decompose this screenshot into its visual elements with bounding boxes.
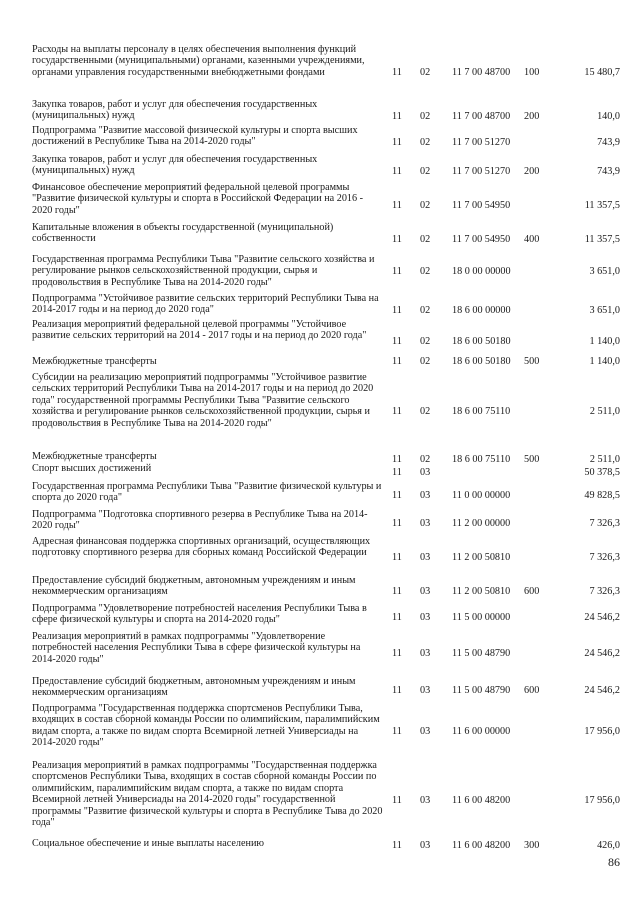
target-article-code: 11 7 00 48700 [452, 111, 511, 122]
subsection-code: 03 [420, 685, 431, 696]
expense-type-code: 500 [524, 356, 540, 367]
subsection-code: 02 [420, 67, 431, 78]
row-description: Подпрограмма "Устойчивое развитие сельских территорий Республики Тыва на 2014-2017 годы и на период до 2020 года" [32, 293, 379, 316]
amount: 24 546,2 [584, 648, 620, 659]
subsection-code: 03 [420, 586, 431, 597]
target-article-code: 11 7 00 54950 [452, 234, 511, 245]
subsection-code: 03 [420, 612, 431, 623]
section-code: 11 [392, 518, 402, 529]
target-article-code: 11 0 00 00000 [452, 490, 511, 501]
amount: 17 956,0 [584, 795, 620, 806]
target-article-code: 18 6 00 00000 [452, 305, 511, 316]
subsection-code: 02 [420, 454, 431, 465]
expense-type-code: 200 [524, 111, 540, 122]
section-code: 11 [392, 685, 402, 696]
subsection-code: 02 [420, 336, 431, 347]
row-description: Реализация мероприятий в рамках подпрограммы "Государственная поддержка спортсменов Республики Тыва, входящих в состав сборной команды России по олимпийским, паралимпийским видам спорта, а также по видам спорта Всемирной летней Универсиады на 2014-2020 годы" государственной программы "Развитие физической культуры и спорта в Республике Тыва до 2020 года" [32, 760, 383, 829]
target-article-code: 18 6 00 50180 [452, 336, 511, 347]
section-code: 11 [392, 795, 402, 806]
section-code: 11 [392, 612, 402, 623]
amount: 15 480,7 [584, 67, 620, 78]
subsection-code: 02 [420, 356, 431, 367]
row-description: Реализация мероприятий федеральной целевой программы "Устойчивое развитие сельских территорий на 2014 - 2017 годы и на период до 2020 года" [32, 319, 367, 342]
target-article-code: 18 0 00 00000 [452, 266, 511, 277]
target-article-code: 11 7 00 54950 [452, 200, 511, 211]
row-description: Подпрограмма "Развитие массовой физической культуры и спорта высших достижений в Республике Тыва на 2014-2020 годы" [32, 125, 358, 148]
section-code: 11 [392, 67, 402, 78]
row-description: Предоставление субсидий бюджетным, автономным учреждениям и иным некоммерческим организациям [32, 676, 356, 699]
section-code: 11 [392, 552, 402, 563]
section-code: 11 [392, 454, 402, 465]
row-description: Подпрограмма "Государственная поддержка спортсменов Республики Тыва, входящих в состав сборной команды России по олимпийским, паралимпийским видам спорта, а также по видам спорта Всемирной летней Универсиады на 2014-2020 годы" [32, 703, 380, 749]
row-description: Субсидии на реализацию мероприятий подпрограммы "Устойчивое развитие сельских территорий Республики Тыва на 2014-2017 годы и на период до 2020 года" государственной программы Республики Тыва "Развитие сельского хозяйства и регулирование рынков сельскохозяйственной продукции, сырья и продовольствия в Республике Тыва на 2014-2020 годы" [32, 372, 374, 429]
section-code: 11 [392, 726, 402, 737]
row-description: Капитальные вложения в объекты государственной (муниципальной) собственности [32, 222, 334, 245]
target-article-code: 18 6 00 50180 [452, 356, 511, 367]
amount: 743,9 [597, 166, 620, 177]
subsection-code: 03 [420, 648, 431, 659]
amount: 7 326,3 [589, 518, 620, 529]
expense-type-code: 600 [524, 685, 540, 696]
target-article-code: 11 7 00 51270 [452, 137, 511, 148]
target-article-code: 11 2 00 50810 [452, 586, 511, 597]
subsection-code: 02 [420, 234, 431, 245]
target-article-code: 11 2 00 00000 [452, 518, 511, 529]
subsection-code: 03 [420, 795, 431, 806]
row-description: Межбюджетные трансферты [32, 356, 157, 367]
row-description: Адресная финансовая поддержка спортивных организаций, осуществляющих подготовку спортивного резерва для сборных команд Российской Федерации [32, 536, 371, 559]
target-article-code: 11 6 00 00000 [452, 726, 511, 737]
subsection-code: 02 [420, 305, 431, 316]
amount: 426,0 [597, 840, 620, 851]
row-description: Спорт высших достижений [32, 463, 152, 474]
subsection-code: 03 [420, 490, 431, 501]
amount: 24 546,2 [584, 612, 620, 623]
row-description: Социальное обеспечение и иные выплаты населению [32, 838, 265, 849]
subsection-code: 03 [420, 552, 431, 563]
target-article-code: 11 6 00 48200 [452, 795, 511, 806]
amount: 140,0 [597, 111, 620, 122]
amount: 11 357,5 [584, 200, 620, 211]
section-code: 11 [392, 166, 402, 177]
amount: 2 511,0 [589, 454, 620, 465]
section-code: 11 [392, 356, 402, 367]
section-code: 11 [392, 648, 402, 659]
amount: 7 326,3 [589, 552, 620, 563]
section-code: 11 [392, 840, 402, 851]
row-description: Межбюджетные трансферты [32, 451, 157, 462]
subsection-code: 02 [420, 137, 431, 148]
amount: 11 357,5 [584, 234, 620, 245]
section-code: 11 [392, 467, 402, 478]
row-description: Предоставление субсидий бюджетным, автономным учреждениям и иным некоммерческим организациям [32, 575, 356, 598]
expense-type-code: 200 [524, 166, 540, 177]
amount: 3 651,0 [589, 266, 620, 277]
row-description: Закупка товаров, работ и услуг для обеспечения государственных (муниципальных) нужд [32, 154, 318, 177]
subsection-code: 02 [420, 266, 431, 277]
amount: 1 140,0 [589, 356, 620, 367]
amount: 7 326,3 [589, 586, 620, 597]
subsection-code: 02 [420, 166, 431, 177]
row-description: Подпрограмма "Подготовка спортивного резерва в Республике Тыва на 2014-2020 годы" [32, 509, 368, 532]
row-description: Государственная программа Республики Тыва "Развитие физической культуры и спорта до 2020 года" [32, 481, 382, 504]
section-code: 11 [392, 234, 402, 245]
row-description: Финансовое обеспечение мероприятий федеральной целевой программы "Развитие физической культуры и спорта в Российской Федерации на 2016 - 2020 годы" [32, 182, 364, 216]
amount: 17 956,0 [584, 726, 620, 737]
amount: 743,9 [597, 137, 620, 148]
amount: 1 140,0 [589, 336, 620, 347]
row-description: Закупка товаров, работ и услуг для обеспечения государственных (муниципальных) нужд [32, 99, 318, 122]
target-article-code: 11 7 00 51270 [452, 166, 511, 177]
expense-type-code: 400 [524, 234, 540, 245]
section-code: 11 [392, 305, 402, 316]
expense-type-code: 100 [524, 67, 540, 78]
amount: 2 511,0 [589, 406, 620, 417]
section-code: 11 [392, 200, 402, 211]
subsection-code: 03 [420, 467, 431, 478]
amount: 50 378,5 [584, 467, 620, 478]
row-description: Подпрограмма "Удовлетворение потребностей населения Республики Тыва в сфере физической культуры и спорта на 2014-2020 годы" [32, 603, 367, 626]
target-article-code: 11 2 00 50810 [452, 552, 511, 563]
expense-type-code: 600 [524, 586, 540, 597]
page-number: 86 [608, 855, 620, 869]
target-article-code: 11 5 00 48790 [452, 685, 511, 696]
section-code: 11 [392, 406, 402, 417]
target-article-code: 18 6 00 75110 [452, 406, 511, 417]
row-description: Расходы на выплаты персоналу в целях обеспечения выполнения функций государственными (муниципальными) органами, казенными учреждениями, органами управления государственными внебюджетными фондами [32, 44, 365, 78]
expense-type-code: 300 [524, 840, 540, 851]
target-article-code: 11 5 00 48790 [452, 648, 511, 659]
amount: 3 651,0 [589, 305, 620, 316]
row-description: Реализация мероприятий в рамках подпрограммы "Удовлетворение потребностей населения Республики Тыва в сфере физической культуры на 2014-2020 годы" [32, 631, 361, 665]
subsection-code: 02 [420, 111, 431, 122]
amount: 49 828,5 [584, 490, 620, 501]
target-article-code: 11 7 00 48700 [452, 67, 511, 78]
subsection-code: 03 [420, 726, 431, 737]
section-code: 11 [392, 586, 402, 597]
section-code: 11 [392, 266, 402, 277]
target-article-code: 11 5 00 00000 [452, 612, 511, 623]
section-code: 11 [392, 336, 402, 347]
expense-type-code: 500 [524, 454, 540, 465]
section-code: 11 [392, 137, 402, 148]
target-article-code: 18 6 00 75110 [452, 454, 511, 465]
subsection-code: 03 [420, 840, 431, 851]
section-code: 11 [392, 490, 402, 501]
target-article-code: 11 6 00 48200 [452, 840, 511, 851]
section-code: 11 [392, 111, 402, 122]
subsection-code: 02 [420, 200, 431, 211]
row-description: Государственная программа Республики Тыва "Развитие сельского хозяйства и регулирование рынков сельскохозяйственной продукции, сырья и продовольствия в Республике Тыва на 2014-2020 годы" [32, 254, 375, 288]
amount: 24 546,2 [584, 685, 620, 696]
subsection-code: 02 [420, 406, 431, 417]
subsection-code: 03 [420, 518, 431, 529]
